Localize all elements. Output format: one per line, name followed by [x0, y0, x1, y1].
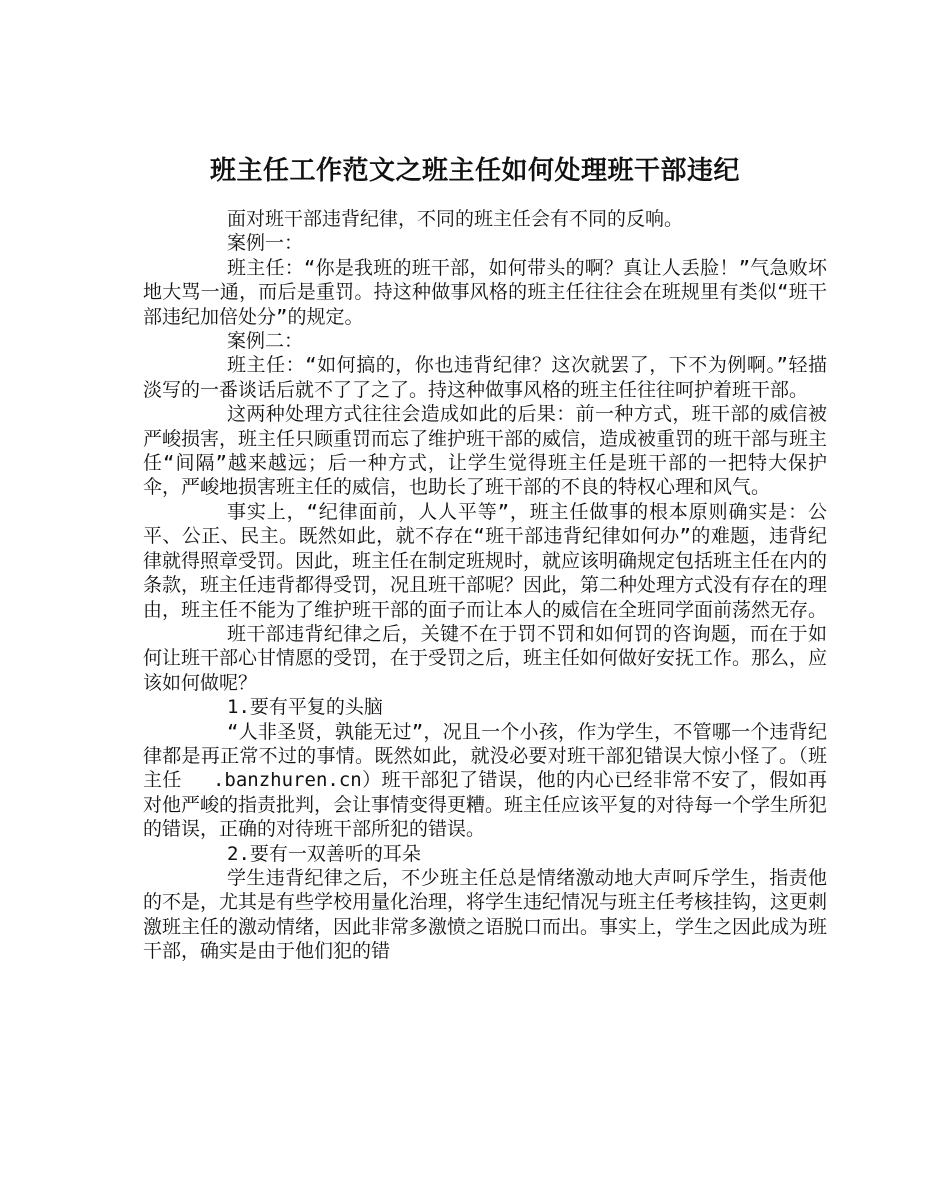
paragraph: 班干部违背纪律之后，关键不在于罚不罚和如何罚的咨询题，而在于如何让班干部心甘情愿的受罚，在于受罚之后，班主任如何做好安抚工作。那么，应该如何做呢？ — [143, 622, 828, 694]
paragraph: 学生违背纪律之后，不少班主任总是情绪激动地大声呵斥学生，指责他的不是，尤其是有些学校用量化治理，将学生违纪情况与班主任考核挂钩，这更刺激班主任的激动情绪，因此非常多激愤之语脱口而出。事实上，学生之因此成为班干部，确实是由于他们犯的错 — [143, 866, 828, 963]
section-heading: 2.要有一双善听的耳朵 — [227, 842, 421, 865]
paragraph: “人非圣贤，孰能无过”，况且一个小孩，作为学生，不管哪一个违背纪律都是再正常不过的事情。既然如此，就没必要对班干部犯错误大惊小怪了。（班主任 .banzhuren.cn）班干部犯了错误，他的内心已经非常不安了，假如再对他严峻的指责批判，会让事情变得更糟。班主任应该平复的对待每一个学生所犯的错误，正确的对待班干部所犯的错误。 — [143, 720, 828, 841]
document-body — [143, 207, 827, 964]
section-heading: 1.要有平复的头脑 — [227, 696, 383, 719]
document-title: 班主任工作范文之班主任如何处理班干部违纪 — [209, 156, 740, 187]
paragraph: 案例一： — [227, 232, 304, 255]
paragraph: 班主任：“如何搞的，你也违背纪律？这次就罢了，下不为例啊。”轻描淡写的一番谈话后就不了了之了。持这种做事风格的班主任往往呵护着班干部。 — [143, 354, 827, 401]
paragraph: 事实上，“纪律面前，人人平等”，班主任做事的根本原则确实是：公平、公正、民主。既然如此，就不存在“班干部违背纪律如何办”的难题，违背纪律就得照章受罚。因此，班主任在制定班规时，就应该明确规定包括班主任在内的条款，班主任违背都得受罚，况且班干部呢？因此，第二种处理方式没有存在的理由，班主任不能为了维护班干部的面子而让本人的威信在全班同学面前荡然无存。 — [143, 500, 828, 621]
paragraph: 面对班干部违背纪律，不同的班主任会有不同的反响。 — [227, 208, 684, 230]
paragraph: 这两种处理方式往往会造成如此的后果：前一种方式，班干部的威信被严峻损害，班主任只顾重罚而忘了维护班干部的威信，造成被重罚的班干部与班主任“间隔”越来越远；后一种方式，让学生觉得班主任是班干部的一把特大保护伞，严峻地损害班主任的威信，也助长了班干部的不良的特权心理和风气。 — [143, 403, 828, 499]
paragraph: 班主任：“你是我班的班干部，如何带头的啊？真让人丢脸！”气急败坏地大骂一通，而后是重罚。持这种做事风格的班主任往往会在班规里有类似“班干部违纪加倍处分”的规定。 — [143, 256, 827, 328]
paragraph: 案例二： — [227, 330, 304, 353]
